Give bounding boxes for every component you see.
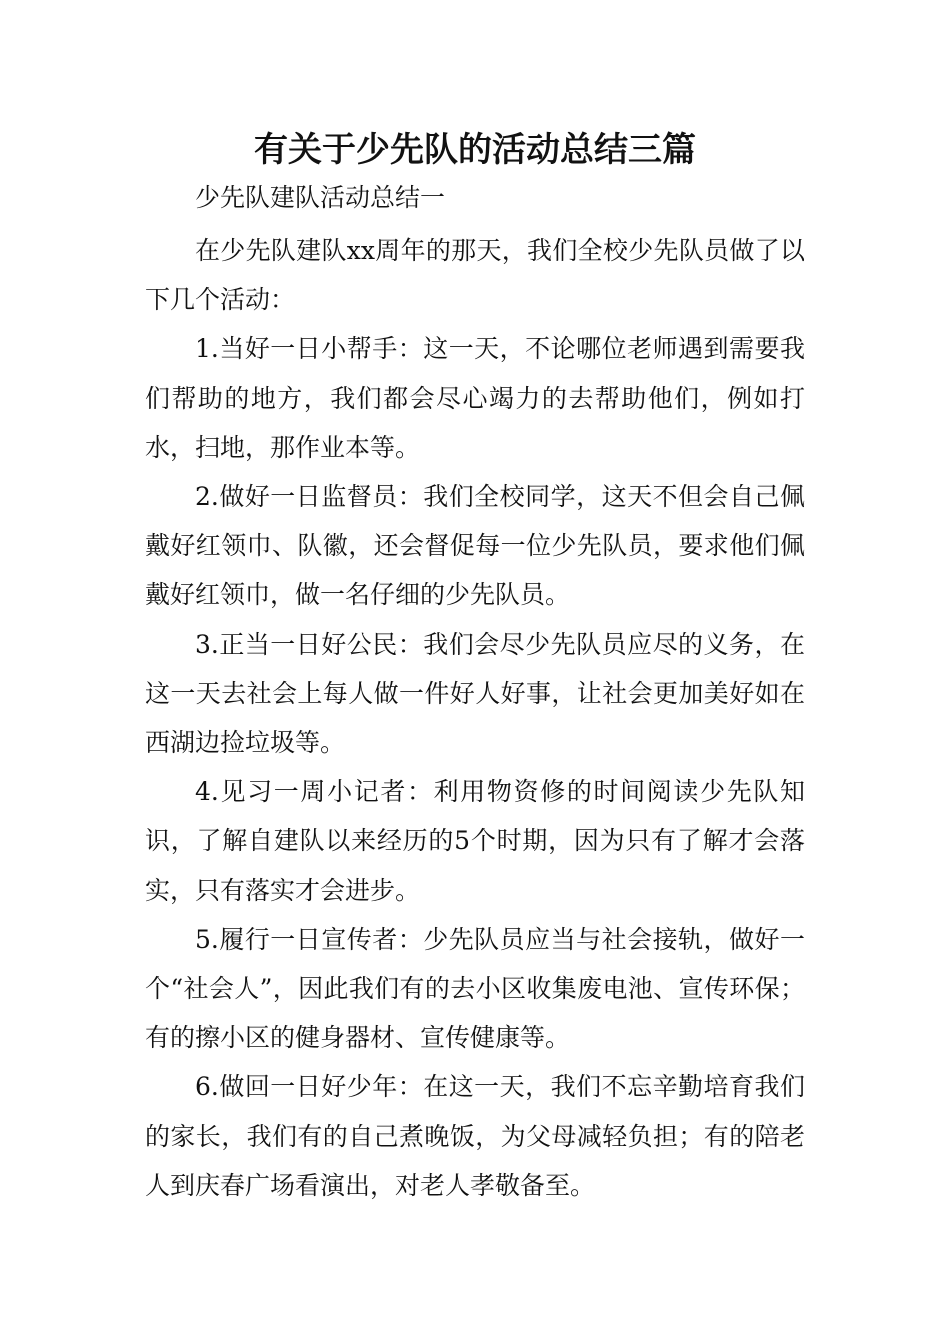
paragraph-item-4: 4.见习一周小记者：利用物资修的时间阅读少先队知识，了解自建队以来经历的5个时期，因为只有了解才会落实，只有落实才会进步。 (145, 777, 805, 905)
paragraph-item-5: 5.履行一日宣传者：少先队员应当与社会接轨，做好一个“社会人”，因此我们有的去小区收集废电池、宣传环保；有的擦小区的健身器材、宣传健康等。 (145, 924, 805, 1053)
paragraph-item-2: 2.做好一日监督员：我们全校同学，这天不但会自己佩戴好红领巾、队徽，还会督促每一位少先队员，要求他们佩戴好红领巾，做一名仔细的少先队员。 (145, 482, 805, 610)
paragraph-item-3: 3.正当一日好公民：我们会尽少先队员应尽的义务，在这一天去社会上每人做一件好人好事，让社会更加美好如在西湖边捡垃圾等。 (145, 629, 805, 758)
document-body (145, 226, 805, 1210)
paragraph-intro: 在少先队建队xx周年的那天，我们全校少先队员做了以下几个活动： (145, 236, 805, 315)
section-heading: 少先队建队活动总结一 (195, 183, 446, 212)
paragraph-item-1: 1.当好一日小帮手：这一天，不论哪位老师遇到需要我们帮助的地方，我们都会尽心竭力的去帮助他们，例如打水，扫地，那作业本等。 (145, 334, 805, 462)
document-title: 有关于少先队的活动总结三篇 (254, 130, 696, 170)
paragraph-item-6: 6.做回一日好少年：在这一天，我们不忘辛勤培育我们的家长，我们有的自己煮晚饭，为父母减轻负担；有的陪老人到庆春广场看演出，对老人孝敬备至。 (145, 1072, 805, 1200)
